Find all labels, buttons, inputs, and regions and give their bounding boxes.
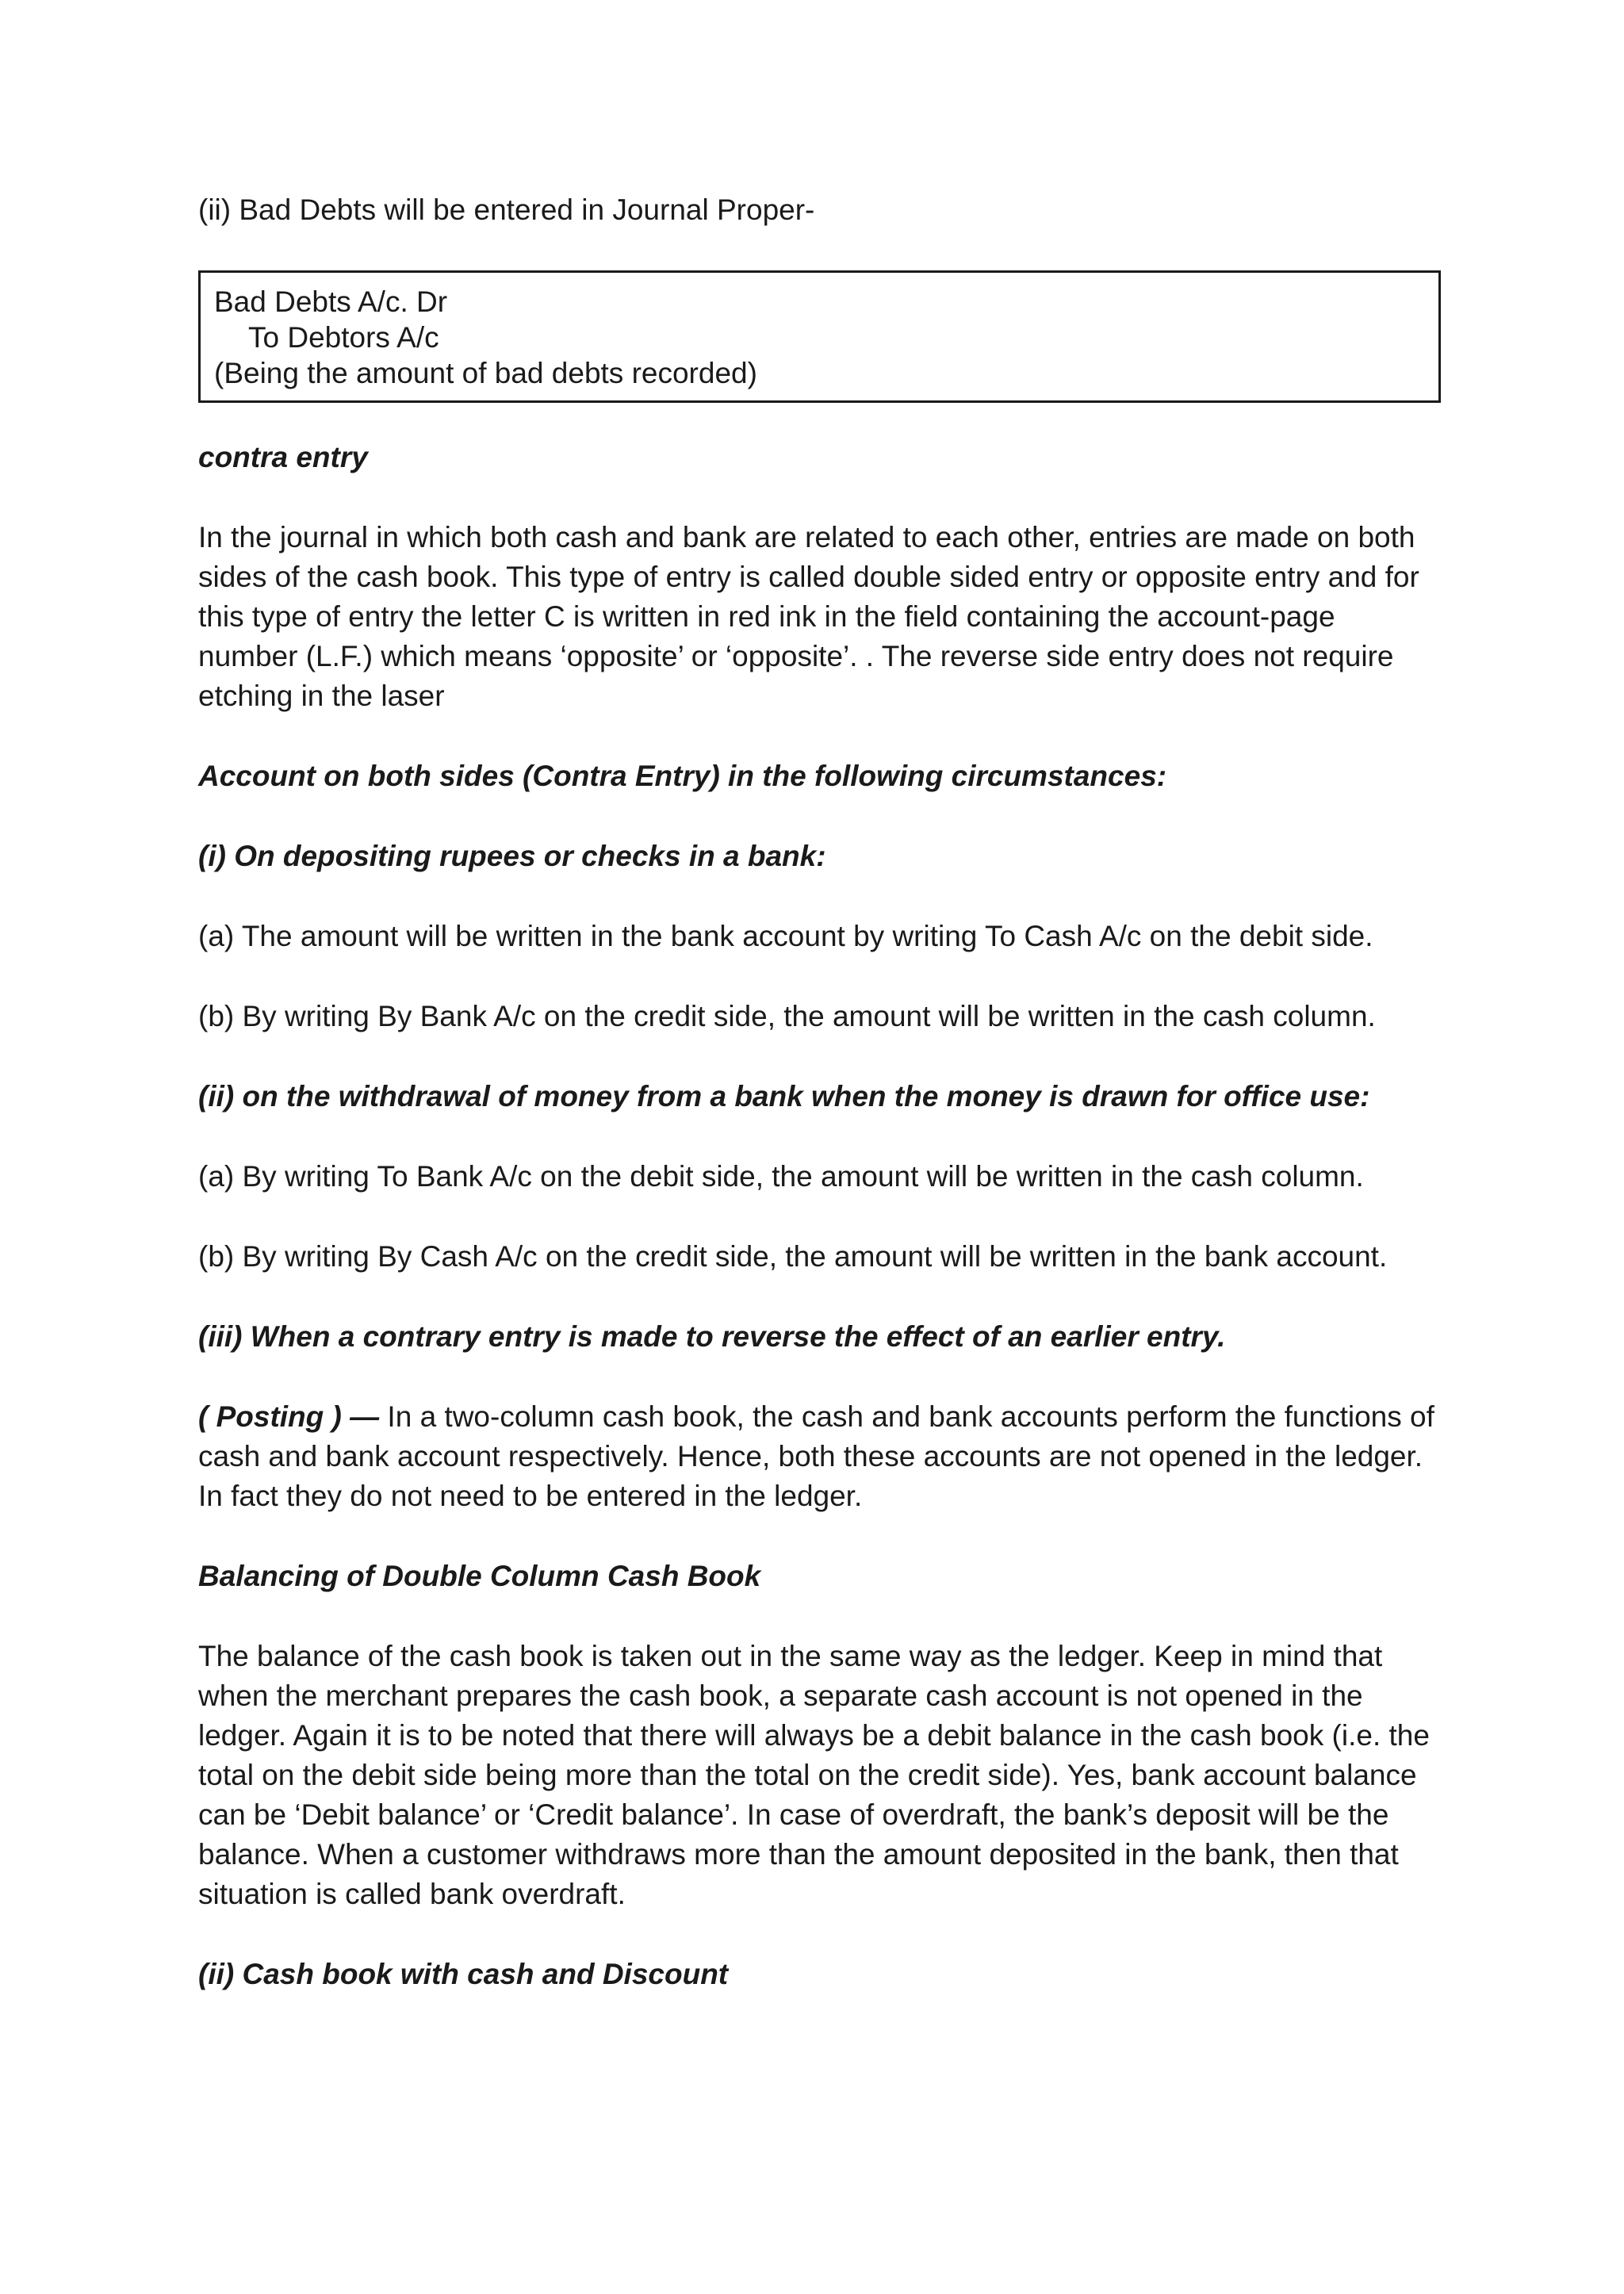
intro-text: (ii) Bad Debts will be entered in Journal Proper- bbox=[198, 193, 815, 226]
case-3-heading: (iii) When a contrary entry is made to reverse the effect of an earlier entry. bbox=[198, 1320, 1226, 1353]
cash-discount-heading: (ii) Cash book with cash and Discount bbox=[198, 1958, 729, 1990]
journal-entry-box bbox=[198, 270, 1441, 403]
balancing-heading: Balancing of Double Column Cash Book bbox=[198, 1560, 761, 1592]
journal-narration: (Being the amount of bad debts recorded) bbox=[214, 357, 757, 389]
case-2-item-a: (a) By writing To Bank A/c on the debit side, the amount will be written in the cash column. bbox=[198, 1160, 1364, 1193]
case-2-heading: (ii) on the withdrawal of money from a bank when the money is drawn for office use: bbox=[198, 1080, 1370, 1113]
journal-debit-line: Bad Debts A/c. Dr bbox=[214, 285, 448, 318]
case-2-item-b: (b) By writing By Cash A/c on the credit side, the amount will be written in the bank account. bbox=[198, 1240, 1388, 1273]
case-1-item-b: (b) By writing By Bank A/c on the credit side, the amount will be written in the cash column. bbox=[198, 1000, 1376, 1032]
posting-text: In a two-column cash book, the cash and bank accounts perform the functions of cash and bank account respectively. Hence, both these accounts are not opened in the ledger. In fact they do not need to be entered in the ledger. bbox=[198, 1400, 1434, 1512]
contra-entry-paragraph: In the journal in which both cash and bank are related to each other, entries are made on both sides of the cash book. This type of entry is called double sided entry or opposite entry and for this type of entry the letter C is written in red ink in the field containing the account-page number (L.F.) which means ‘opposite’ or ‘opposite’. . The reverse side entry does not require etching in the laser bbox=[198, 521, 1419, 712]
contra-entry-heading: contra entry bbox=[198, 441, 368, 473]
balancing-paragraph: The balance of the cash book is taken out in the same way as the ledger. Keep in mind that when the merchant prepares the cash book, a separate cash account is not opened in the ledger. Again it is to be noted that there will always be a debit balance in the cash book (i.e. the total on the debit side being more than the total on the credit side). Yes, bank account balance can be ‘Debit balance’ or ‘Credit balance’. In case of overdraft, the bank’s deposit will be the balance. When a customer withdraws more than the amount deposited in the bank, then that situation is called bank overdraft. bbox=[198, 1640, 1430, 1910]
posting-lead: ( Posting ) — bbox=[198, 1400, 380, 1433]
document-page bbox=[198, 190, 1439, 2035]
journal-credit-line: To Debtors A/c bbox=[248, 321, 439, 354]
case-1-item-a: (a) The amount will be written in the bank account by writing To Cash A/c on the debit side. bbox=[198, 920, 1373, 952]
circumstances-heading: Account on both sides (Contra Entry) in the following circumstances: bbox=[198, 760, 1167, 792]
posting-paragraph bbox=[198, 1397, 1439, 1516]
case-1-heading: (i) On depositing rupees or checks in a bank: bbox=[198, 840, 826, 872]
